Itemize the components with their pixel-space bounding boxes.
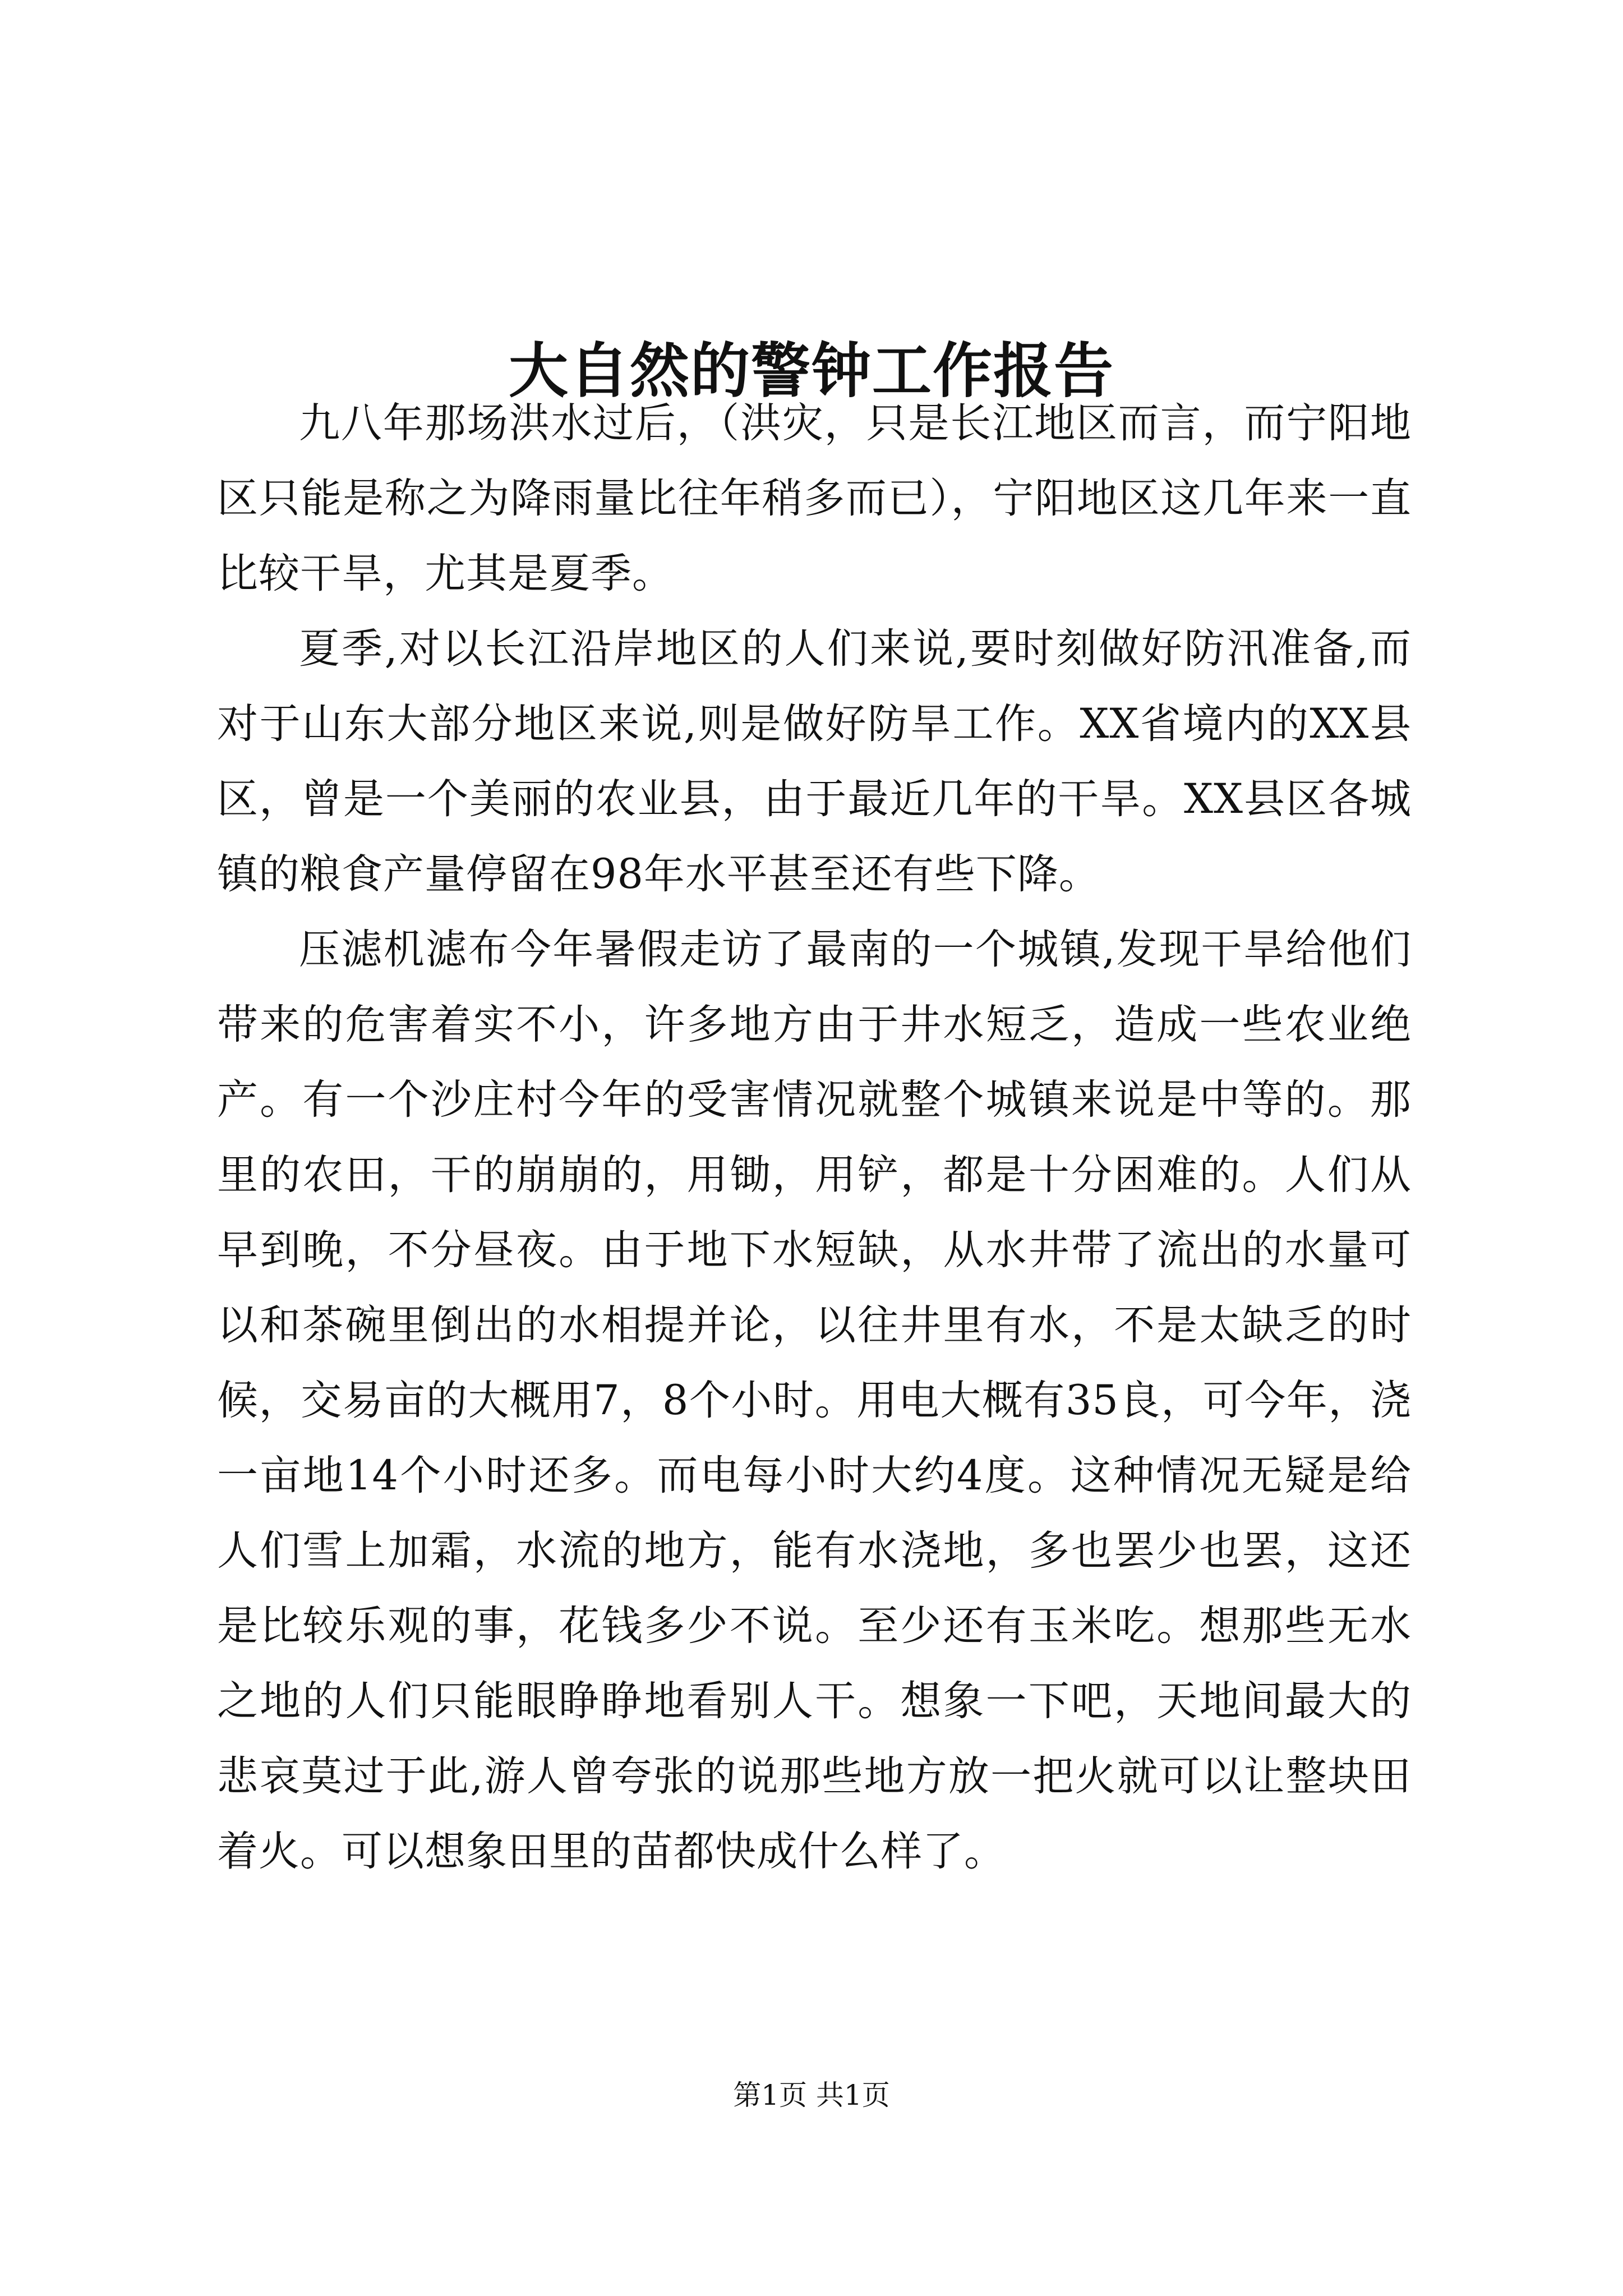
paragraph-3: 压滤机滤布今年暑假走访了最南的一个城镇,发现干旱给他们带来的危害着实不小，许多地方由于井水短乏，造成一些农业绝产。有一个沙庄村今年的受害情况就整个城镇来说是中等的。那里的农田，干的崩崩的，用锄，用铲，都是十分困难的。人们从早到晚，不分昼夜。由于地下水短缺，从水井带了流出的水量可以和茶碗里倒出的水相提并论，以往井里有水，不是太缺乏的时候，交易亩的大概用7，8个小时。用电大概有35良，可今年，浇一亩地14个小时还多。而电每小时大约4度。这种情况无疑是给人们雪上加霜，水流的地方，能有水浇地，多也罢少也罢，这还是比较乐观的事，花钱多少不说。至少还有玉米吃。想那些无水之地的人们只能眼睁睁地看别人干。想象一下吧，天地间最大的悲哀莫过于此,游人曾夸张的说那些地方放一把火就可以让整块田着火。可以想象田里的苗都快成什么样了。 — [217, 926, 1412, 1875]
document-body — [217, 386, 1412, 1889]
paragraph-1: 九八年那场洪水过后，（洪灾，只是长江地区而言，而宁阳地区只能是称之为降雨量比往年稍多而已），宁阳地区这几年来一直比较干旱，尤其是夏季。 — [217, 399, 1412, 597]
page-footer: 第1页 共1页 — [733, 2079, 890, 2111]
paragraph-2: 夏季,对以长江沿岸地区的人们来说,要时刻做好防汛准备,而对于山东大部分地区来说,则是做好防旱工作。XX省境内的XX县区，曾是一个美丽的农业县，由于最近几年的干旱。XX县区各城镇的粮食产量停留在98年水平甚至还有些下降。 — [217, 625, 1412, 898]
document-title: 大自然的警钟工作报告 — [509, 335, 1114, 406]
